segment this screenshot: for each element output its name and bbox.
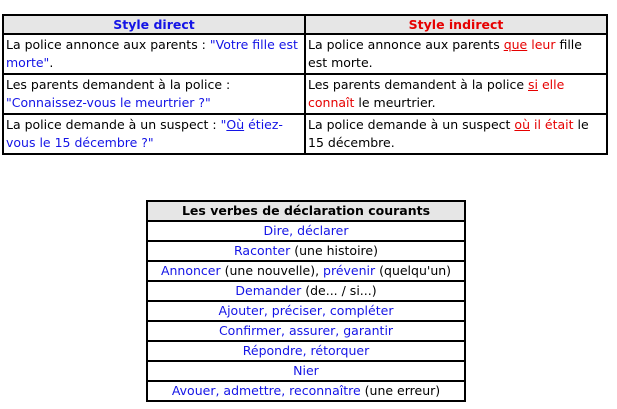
- indirect-cell: [305, 74, 607, 114]
- verb-complement-2: (quelqu'un): [375, 263, 452, 278]
- direct-cell: [3, 74, 305, 114]
- direct-quote: "Connaissez-vous le meurtrier ?": [6, 95, 211, 110]
- verb-words: Annoncer: [160, 263, 221, 278]
- indirect-cell: [305, 114, 607, 154]
- indirect-word-2: leur: [531, 37, 556, 52]
- verb-row: [147, 381, 465, 401]
- direct-indirect-table: [2, 14, 608, 155]
- verb-cell: [147, 221, 465, 241]
- verb-words: Confirmer, assurer, garantir: [218, 323, 394, 338]
- verb-row: [147, 261, 465, 281]
- table-row: [3, 74, 607, 114]
- verb-cell: [147, 381, 465, 401]
- table-row: [3, 114, 607, 154]
- indirect-tail: le 15 décembre.: [308, 117, 589, 150]
- verb-cell: [147, 241, 465, 261]
- verb-cell: [147, 281, 465, 301]
- direct-quote-word: Où: [226, 117, 245, 132]
- verb-row: [147, 221, 465, 241]
- verb-row: [147, 361, 465, 381]
- verb-row: [147, 321, 465, 341]
- verb-cell: [147, 321, 465, 341]
- direct-quote-rest: étiez-vous le 15 décembre ?": [6, 117, 283, 150]
- header-indirect: [305, 15, 607, 34]
- verb-words: Ajouter, préciser, compléter: [218, 303, 394, 318]
- header-direct-label: Style direct: [113, 17, 195, 32]
- direct-cell: [3, 114, 305, 154]
- indirect-lead: La police annonce aux parents: [308, 37, 504, 52]
- verb-row: [147, 281, 465, 301]
- verb-row: [147, 241, 465, 261]
- verb-cell: [147, 341, 465, 361]
- direct-lead: La police annonce aux parents :: [6, 37, 210, 52]
- verb-complement: (de... / si...): [301, 283, 377, 298]
- direct-cell: [3, 34, 305, 74]
- indirect-lead: Les parents demandent à la police: [308, 77, 528, 92]
- header-indirect-label: Style indirect: [408, 17, 504, 32]
- verb-complement: (une erreur): [360, 383, 441, 398]
- indirect-tail: fille est morte.: [308, 37, 582, 70]
- verbs-header-row: [147, 201, 465, 221]
- indirect-cell: [305, 34, 607, 74]
- verb-words: Nier: [293, 363, 319, 378]
- header-direct: [3, 15, 305, 34]
- verbs-title: Les verbes de déclaration courants: [147, 201, 465, 221]
- declaration-verbs-table: [146, 200, 466, 402]
- verb-words: Dire, déclarer: [263, 223, 349, 238]
- direct-quote-open: ": [220, 117, 227, 132]
- verb-words: Raconter: [234, 243, 291, 258]
- verb-cell: [147, 261, 465, 281]
- indirect-word-2: il était: [533, 117, 574, 132]
- verb-row: [147, 301, 465, 321]
- direct-lead: La police demande à un suspect :: [6, 117, 221, 132]
- verb-cell: [147, 301, 465, 321]
- verb-complement: (une nouvelle),: [220, 263, 324, 278]
- indirect-word-1: si: [528, 77, 538, 92]
- table-header-row: [3, 15, 607, 34]
- verb-words: Avouer, admettre, reconnaître: [171, 383, 361, 398]
- indirect-tail: le meurtrier.: [354, 95, 436, 110]
- verb-complement: (une histoire): [290, 243, 378, 258]
- verb-words: Demander: [235, 283, 302, 298]
- verb-words-2: prévenir: [323, 263, 376, 278]
- indirect-word-2: elle connaît: [308, 77, 565, 110]
- direct-lead: Les parents demandent à la police :: [6, 77, 231, 92]
- indirect-word-1: que: [503, 37, 528, 52]
- table-row: [3, 34, 607, 74]
- verb-row: [147, 341, 465, 361]
- indirect-lead: La police demande à un suspect: [308, 117, 515, 132]
- verb-cell: [147, 361, 465, 381]
- verb-words: Répondre, rétorquer: [242, 343, 370, 358]
- indirect-word-1: où: [514, 117, 530, 132]
- direct-quote: "Votre fille est morte": [6, 37, 298, 70]
- direct-tail: .: [49, 55, 54, 70]
